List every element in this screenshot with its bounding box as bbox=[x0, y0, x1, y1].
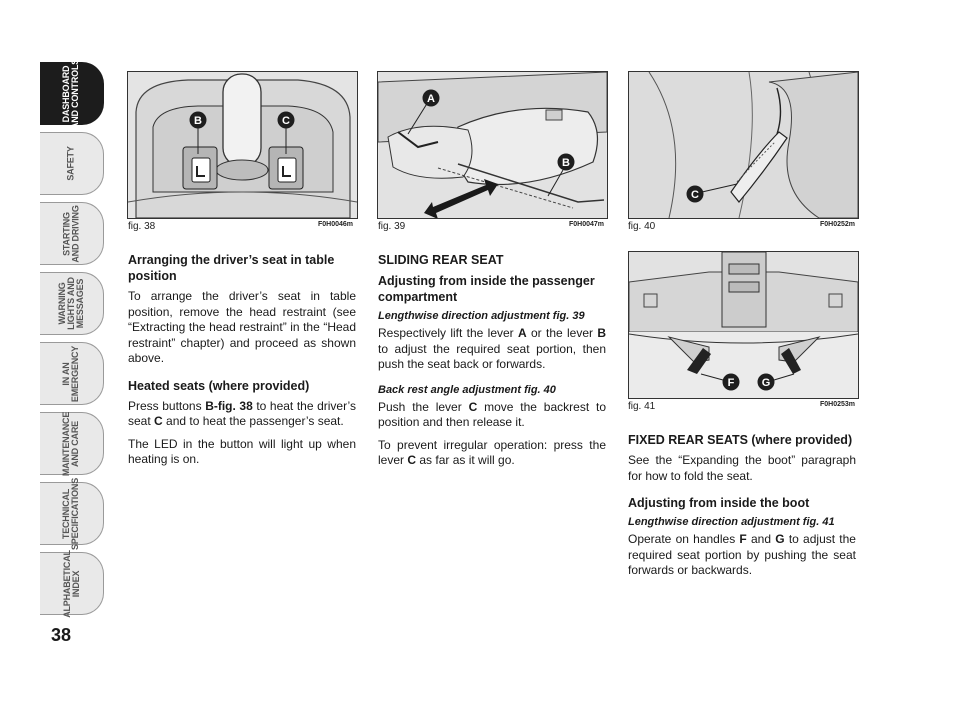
fig-39-caption: fig. 39 bbox=[378, 221, 406, 232]
tab-maintenance-and-care[interactable]: MAINTENANCE AND CARE bbox=[40, 412, 104, 475]
fig-40-caption: fig. 40 bbox=[628, 221, 656, 232]
paragraph-expanding-boot: See the “Expanding the boot” paragraph for how to fold the seat. bbox=[628, 453, 856, 483]
column-1 bbox=[128, 252, 356, 475]
paragraph-handles: Operate on handles F and G to adjust the required seat portion by pushing the seat forwards or backwards. bbox=[628, 532, 856, 577]
tab-safety[interactable]: SAFETY bbox=[40, 132, 104, 195]
subheading-back-rest-40: Back rest angle adjustment fig. 40 bbox=[378, 383, 556, 396]
paragraph-irregular-operation: To prevent irregular operation: press the lever C as far as it will go. bbox=[378, 437, 606, 467]
svg-text:B: B bbox=[562, 157, 570, 169]
svg-text:C: C bbox=[282, 115, 290, 127]
tab-in-an-emergency[interactable]: IN AN EMERGENCY bbox=[40, 342, 104, 405]
tab-dashboard-and-controls[interactable]: DASHBOARD AND CONTROLS bbox=[40, 62, 104, 125]
fig-40-code: F0H0252m bbox=[820, 221, 856, 228]
heading-passenger-compartment: Adjusting from inside the passenger compartment bbox=[378, 274, 595, 304]
fig-41-caption: fig. 41 bbox=[628, 401, 656, 412]
fig-38-caption: fig. 38 bbox=[128, 221, 156, 232]
label-b-badge bbox=[558, 154, 575, 171]
svg-text:F: F bbox=[727, 377, 735, 389]
svg-text:B: B bbox=[194, 115, 202, 127]
column-2 bbox=[378, 252, 606, 476]
label-c-badge bbox=[687, 186, 704, 203]
label-g-badge bbox=[758, 374, 775, 391]
label-c-badge bbox=[278, 112, 295, 129]
label-a-badge bbox=[423, 90, 440, 107]
svg-text:C: C bbox=[691, 189, 699, 201]
label-b-badge bbox=[190, 112, 207, 129]
paragraph-push-lever: Push the lever C move the backrest to position and then release it. bbox=[378, 399, 606, 429]
tab-technical-specifications[interactable]: TECHNICAL SPECIFICATIONS bbox=[40, 482, 104, 545]
heading-table-position: Arranging the driver’s seat in table position bbox=[128, 253, 335, 283]
subheading-lengthwise-41: Lengthwise direction adjustment fig. 41 bbox=[628, 516, 835, 528]
subheading-lengthwise-39: Lengthwise direction adjustment fig. 39 bbox=[378, 310, 585, 322]
tab-alphabetical-index[interactable]: ALPHABETICAL INDEX bbox=[40, 552, 104, 615]
heading-sliding-rear-seat: SLIDING REAR SEAT bbox=[378, 253, 504, 267]
figure-38-heated-seat-buttons bbox=[127, 71, 358, 219]
fig-39-code: F0H0047m bbox=[569, 221, 605, 228]
svg-text:A: A bbox=[427, 93, 435, 105]
paragraph-heated-seats: Press buttons B-fig. 38 to heat the driver’s seat C and to heat the passenger’s seat. bbox=[128, 398, 356, 428]
side-tabs bbox=[40, 58, 104, 622]
svg-text:G: G bbox=[761, 377, 771, 389]
tab-starting-and-driving[interactable]: STARTING AND DRIVING bbox=[40, 202, 104, 265]
fig-38-code: F0H0046m bbox=[318, 221, 354, 228]
paragraph-led: The LED in the button will light up when heating is on. bbox=[128, 436, 356, 466]
page-number: 38 bbox=[50, 625, 72, 645]
tab-warning-lights[interactable]: WARNING LIGHTS AND MESSAGES bbox=[40, 272, 104, 335]
heading-heated-seats: Heated seats (where provided) bbox=[128, 378, 310, 393]
figure-40-backrest-lever bbox=[628, 71, 859, 219]
heading-inside-boot: Adjusting from inside the boot bbox=[628, 496, 810, 510]
fig-41-code: F0H0253m bbox=[820, 401, 856, 408]
figure-39-sliding-rear-seat bbox=[377, 71, 608, 219]
label-f-badge bbox=[723, 374, 740, 391]
paragraph-table-position: To arrange the driver’s seat in table position, remove the head restraint (see “Extracting the head restraint” in the “Head restraint” chapter) and proceed as shown above. bbox=[128, 289, 356, 365]
heading-fixed-rear-seats: FIXED REAR SEATS (where provided) bbox=[628, 433, 853, 447]
column-3 bbox=[628, 432, 856, 586]
figure-41-boot-handles bbox=[628, 251, 859, 399]
paragraph-lift-lever: Respectively lift the lever A or the lever B to adjust the required seat portion, then push the seat back or forwards. bbox=[378, 326, 606, 371]
